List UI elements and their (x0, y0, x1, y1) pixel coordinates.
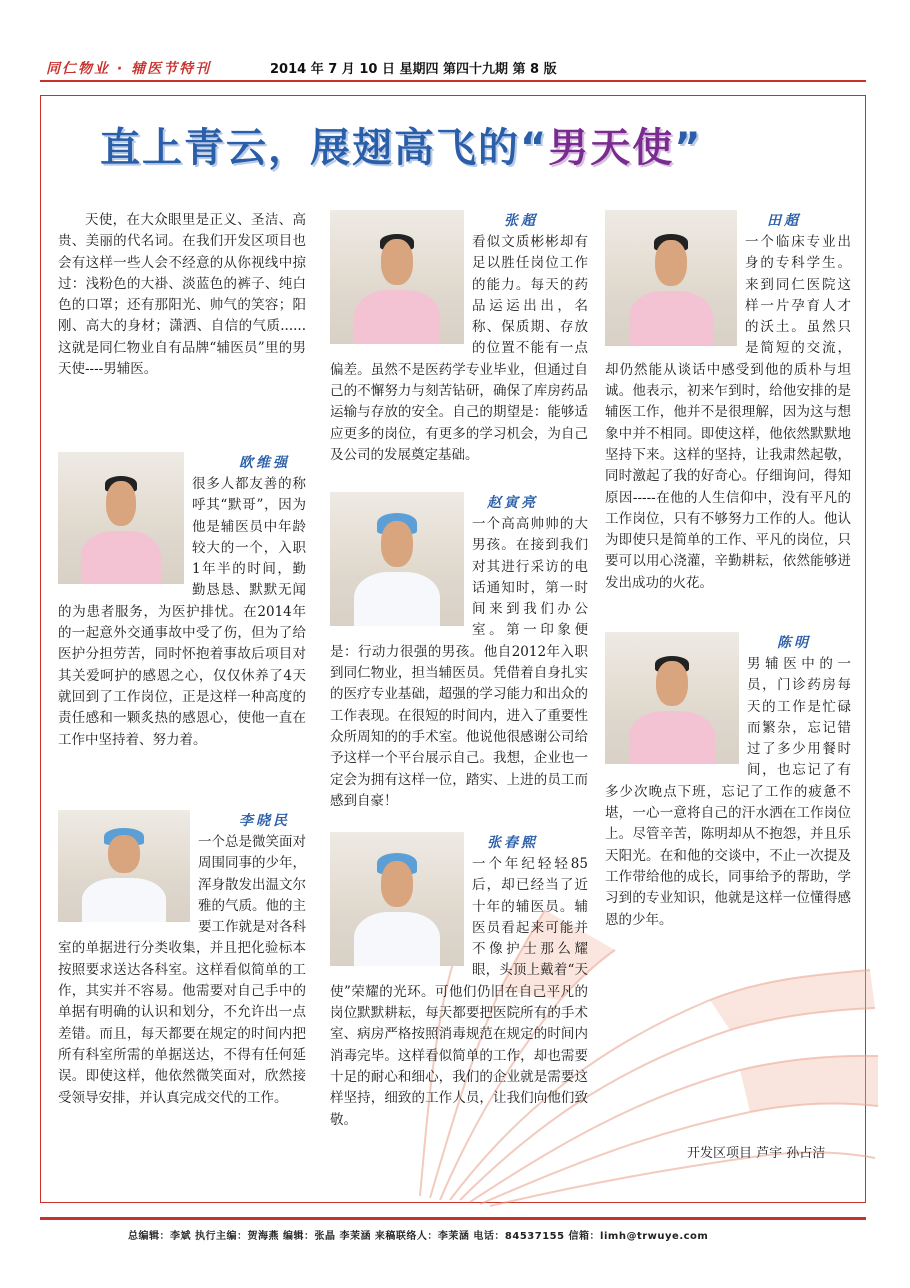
profile-name: 李晓民 (239, 813, 290, 829)
profile-text: 看似文质彬彬却有足以胜任岗位工作的能力。每天的药品运运出出，名称、保质期、存放的位置不能有一点偏差。虽然不是医药学专业毕业，但通过自己的不懈努力与刻苦钻研，确保了库房药品运输与存放的安全。自己的期望是：能够适应更多的岗位，有更多的学习机会，为自己及公司的发展奠定基础。 (330, 234, 588, 463)
profile-name: 陈明 (777, 635, 811, 651)
profile-name: 张超 (504, 213, 538, 229)
intro-text: 天使，在大众眼里是正义、圣洁、高贵、美丽的代名词。在我们开发区项目也会有这样一些人会不经意的从你视线中掠过：浅粉色的大褂、淡蓝色的裤子、纯白色的口罩；还有那阳光、帅气的笑容；阳刚、高大的身材；潇洒、自信的气质......这就是同仁物业自有品牌“辅医员”里的男天使----男辅医。 (58, 212, 306, 378)
portrait-photo (58, 810, 190, 922)
portrait-photo (605, 632, 739, 764)
footer-credits: 总编辑：李斌 执行主编：贺海燕 编辑：张晶 李茉涵 来稿联络人：李茉涵 电话：84537155 信箱：limh@trwuye.com (128, 1231, 709, 1242)
portrait-photo (330, 832, 464, 966)
title-highlight: 男天使 (548, 125, 675, 171)
profile-text: 一个总是微笑面对周围同事的少年，浑身散发出温文尔雅的气质。他的主要工作就是对各科室的单据进行分类收集，并且把化验标本按照要求送达各科室。这样看似简单的工作，其实并不容易。他需要对自己手中的单据有明确的认识和划分，不允许出一点差错。而且，每天都要在规定的时间内把所有科室所需的单据送达，不得有任何延误。即使这样，他依然微笑面对，欣然接受领导安排，并认真完成交代的工作。 (58, 834, 306, 1106)
header-date-line: 2014 年 7 月 10 日 星期四 第四十九期 第 8 版 (270, 62, 557, 77)
intro-article (58, 210, 306, 380)
title-open-quote: “ (520, 125, 549, 171)
title-main: 直上青云，展翅高飞的 (100, 125, 520, 171)
profile-article (330, 832, 588, 1131)
profile-text: 一个年纪轻轻85后，却已经当了近十年的辅医员。辅医员看起来可能并不像护士那么耀眼，头顶上戴着“天使”荣耀的光环。可他们仍旧在自己平凡的岗位默默耕耘，每天都要把医院所有的手术室、病房严格按照消毒规范在规定的时间内消毒完毕。这样看似简单的工作，却也需要十足的耐心和细心，我们的企业就是需要这样坚持，细致的工作人员，让我们向他们致敬。 (330, 856, 588, 1128)
profile-text: 很多人都友善的称呼其“默哥”，因为他是辅医员中年龄较大的一个，入职1年半的时间，勤勤恳恳、默默无闻的为患者服务，为医护排忧。在2014年的一起意外交通事故中受了伤，但为了给医护分担劳苦，同时怀抱着事故后项目对其关爱呵护的感恩之心，仅仅休养了4天就回到了工作岗位，正是这样一种高度的责任感和一颗炙热的感恩心，使他一直在工作中坚持着、努力着。 (58, 476, 306, 748)
profile-article (330, 492, 588, 812)
profile-name: 张春熙 (487, 835, 538, 851)
portrait-photo (58, 452, 184, 584)
profile-name: 赵寅亮 (487, 495, 538, 511)
profile-article (605, 632, 851, 931)
profile-article (605, 210, 851, 594)
footer-divider (40, 1217, 866, 1220)
portrait-photo (330, 210, 464, 344)
title-close-quote: ” (674, 125, 703, 171)
portrait-photo (330, 492, 464, 626)
profile-article (58, 810, 306, 1109)
profile-name: 田超 (767, 213, 801, 229)
profile-text: 一个高高帅帅的大男孩。在接到我们对其进行采访的电话通知时，第一时间来到我们办公室。第一印象便是：行动力很强的男孩。他自2012年入职到同仁物业，担当辅医员。凭借着自身扎实的医疗专业基础，超强的学习能力和出众的工作表现。在很短的时间内，进入了重要性众所周知的的手术室。他说他很感谢公司给予这样一个平台展示自己。我想，企业也一定会为拥有这样一位，踏实、上进的员工而感到自豪！ (330, 516, 588, 809)
profile-article (58, 452, 306, 751)
page-title (100, 116, 703, 173)
header-brand: 同仁物业 · 辅医节特刊 (46, 61, 212, 77)
profile-name: 欧维强 (239, 455, 290, 471)
byline-signature: 开发区项目 芦宇 孙占洁 (687, 1146, 826, 1161)
portrait-photo (605, 210, 737, 346)
profile-text: 男辅医中的一员，门诊药房每天的工作是忙碌而繁杂，忘记错过了多少用餐时间，也忘记了有多少次晚点下班，忘记了工作的疲惫不堪，一心一意将自己的汗水洒在工作岗位上。尽管辛苦，陈明却从不抱怨，并且乐天阳光。在和他的交谈中，不止一次提及工作带给他的成长，同事给予的帮助，学习到的专业知识，他就是这样一位懂得感恩的少年。 (605, 656, 851, 928)
profile-text: 一个临床专业出身的专科学生。来到同仁医院这样一片孕育人才的沃土。虽然只是简短的交流，却仍然能从谈话中感受到他的质朴与坦诚。他表示，初来乍到时，给他安排的是辅医工作，他并不是很理解，因为这与想象中并不相同。即使这样，他依然默默地坚持下来。这样的坚持，让我肃然起敬，同时激起了我的好奇心。仔细询问，得知原因-----在他的人生信仰中，没有平凡的工作岗位，只有不够努力工作的人。他认为即使只是简单的工作、平凡的岗位，只要可以用心浇灌，辛勤耕耘，依然能够迸发出成功的火花。 (605, 234, 851, 591)
header-divider (40, 80, 866, 82)
profile-article (330, 210, 588, 466)
